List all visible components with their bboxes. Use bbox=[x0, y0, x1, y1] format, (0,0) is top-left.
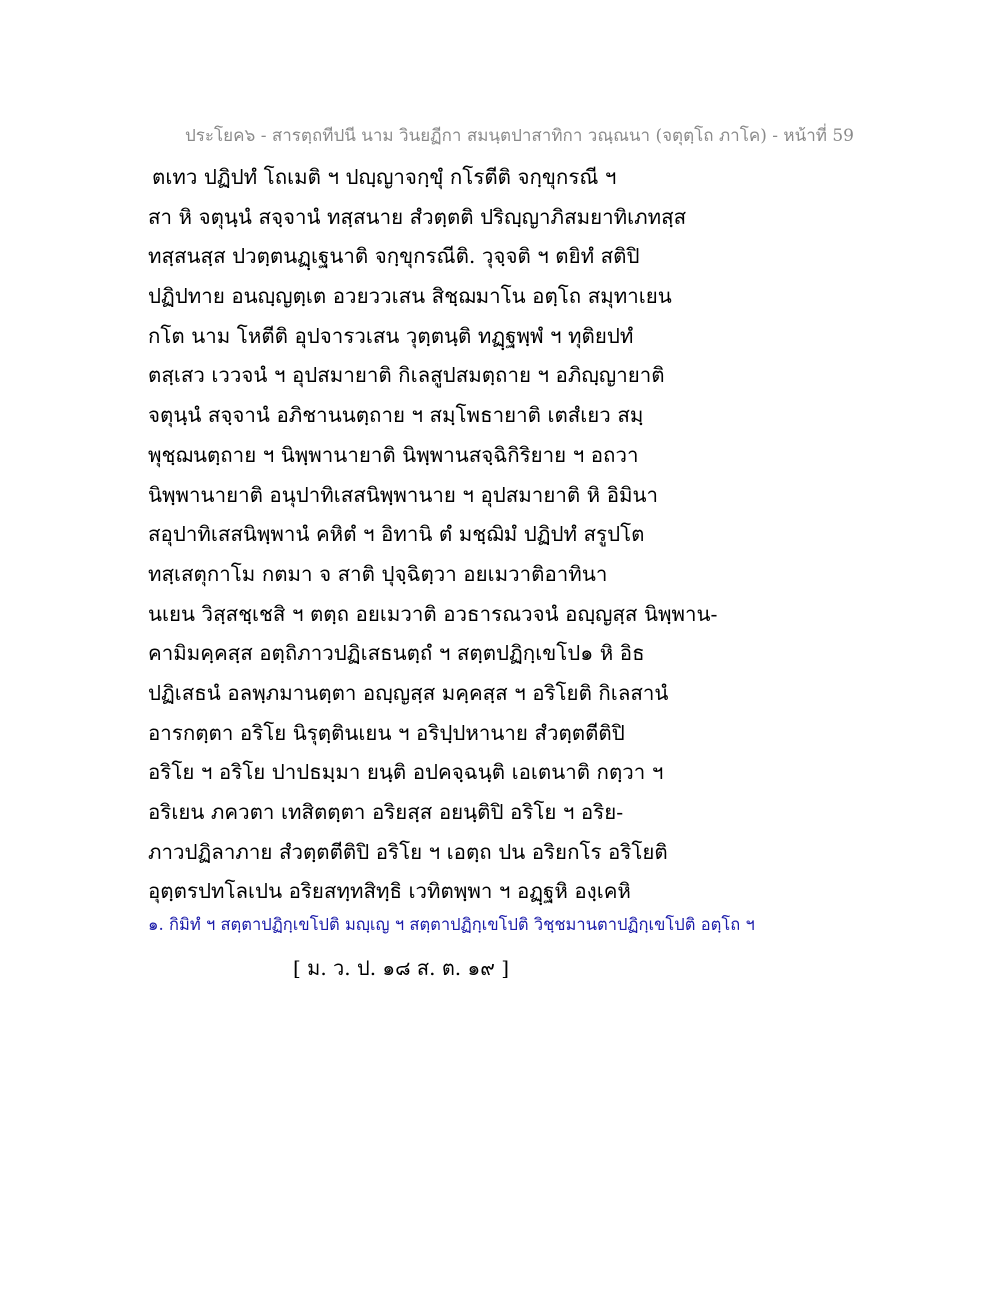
text-line: ทสฺสนสฺส ปวตฺตนฏฺเฐนาติ จกฺขุกรณีติ. วุจฺจติ ฯ ตยิทํ สติปิ bbox=[148, 244, 640, 269]
text-line: สอุปาทิเสสนิพฺพานํ คหิตํ ฯ อิทานิ ตํ มชฺฌิมํ ปฏิปทํ สรูปโต bbox=[148, 522, 645, 547]
text-line: กโต นาม โหตีติ อุปจารวเสน วุตฺตนฺติ ทฏฺฐพฺพํ ฯ ทุติยปทํ bbox=[148, 323, 634, 348]
text-line: ตเทว ปฏิปทํ โถเมติ ฯ ปญฺญาจกฺขุํ กโรตีติ จกฺขุกรณี ฯ bbox=[152, 165, 617, 189]
text-line: อุตฺตรปทโลเปน อริยสทฺทสิทฺธิ เวทิตพฺพา ฯ อฏฺฐหิ องฺเคหิ bbox=[148, 879, 631, 904]
text-line: ปฏิปทาย อนญฺญตฺเต อวยววเสน สิชฺฌมาโน อตฺโถ สมุทาเยน bbox=[148, 284, 672, 309]
text-line: อริโย ฯ อริโย ปาปธมฺมา ยนฺติ อปคจฺฉนฺติ เอเตนาติ กตฺวา ฯ bbox=[148, 760, 664, 785]
body-text bbox=[148, 158, 948, 912]
text-line: สา หิ จตุนฺนํ สจฺจานํ ทสฺสนาย สํวตฺตติ ปริญฺญาภิสมยาทิเภทสฺส bbox=[148, 204, 687, 229]
page-reference: [ ม. ว. ป. ๑๘ ส. ต. ๑๙ ] bbox=[293, 956, 510, 980]
text-line: อริเยน ภควตา เทสิตตฺตา อริยสฺส อยนฺติปิ อริโย ฯ อริย- bbox=[148, 800, 624, 824]
text-line: พุชฺฌนตฺถาย ฯ นิพฺพานายาติ นิพฺพานสจฺฉิกิริยาย ฯ อถวา bbox=[148, 442, 639, 467]
text-line: ตสฺเสว เววจนํ ฯ อุปสมายาติ กิเลสูปสมตฺถาย ฯ อภิญฺญายาติ bbox=[148, 363, 665, 388]
page-header: ประโยค๖ - สารตฺถทีปนี นาม วินยฏีกา สมนฺตปาสาทิกา วณฺณนา (จตุตฺโถ ภาโค) - หน้าที่ 59 bbox=[185, 126, 854, 146]
text-line: ปฏิเสธนํ อลพฺภมานตฺตา อญฺญสฺส มคฺคสฺส ฯ อริโยติ กิเลสานํ bbox=[148, 680, 669, 705]
footnote: ๑. กิมิทํ ฯ สตฺตาปฏิกฺเขโปติ มญฺเญ ฯ สตฺตาปฏิกฺเขโปติ วิชฺชมานตาปฏิกฺเขโปติ อตฺโถ ฯ bbox=[148, 915, 755, 934]
text-line: อารกตฺตา อริโย นิรุตฺตินเยน ฯ อริปฺปหานาย สํวตฺตตีติปิ bbox=[148, 720, 625, 745]
text-line: จตุนฺนํ สจฺจานํ อภิชานนตฺถาย ฯ สมฺโพธายาติ เตสํเยว สมฺ bbox=[148, 403, 644, 428]
text-line: นิพฺพานายาติ อนุปาทิเสสนิพฺพานาย ฯ อุปสมายาติ หิ อิมินา bbox=[148, 482, 659, 507]
text-line: ทสฺเสตุกาโม กตมา จ สาติ ปุจฺฉิตฺวา อยเมวาติอาทินา bbox=[148, 561, 608, 586]
text-line: คามิมคฺคสฺส อตฺถิภาวปฏิเสธนตฺถํ ฯ สตฺตปฏิกฺเขโป๑ หิ อิธ bbox=[148, 641, 645, 666]
text-line: ภาวปฏิลาภาย สํวตฺตตีติปิ อริโย ฯ เอตฺถ ปน อริยกโร อริโยติ bbox=[148, 839, 668, 864]
text-line: นเยน วิสฺสชฺเชสิ ฯ ตตฺถ อยเมวาติ อวธารณวจนํ อญฺญสฺส นิพฺพาน- bbox=[148, 601, 718, 626]
